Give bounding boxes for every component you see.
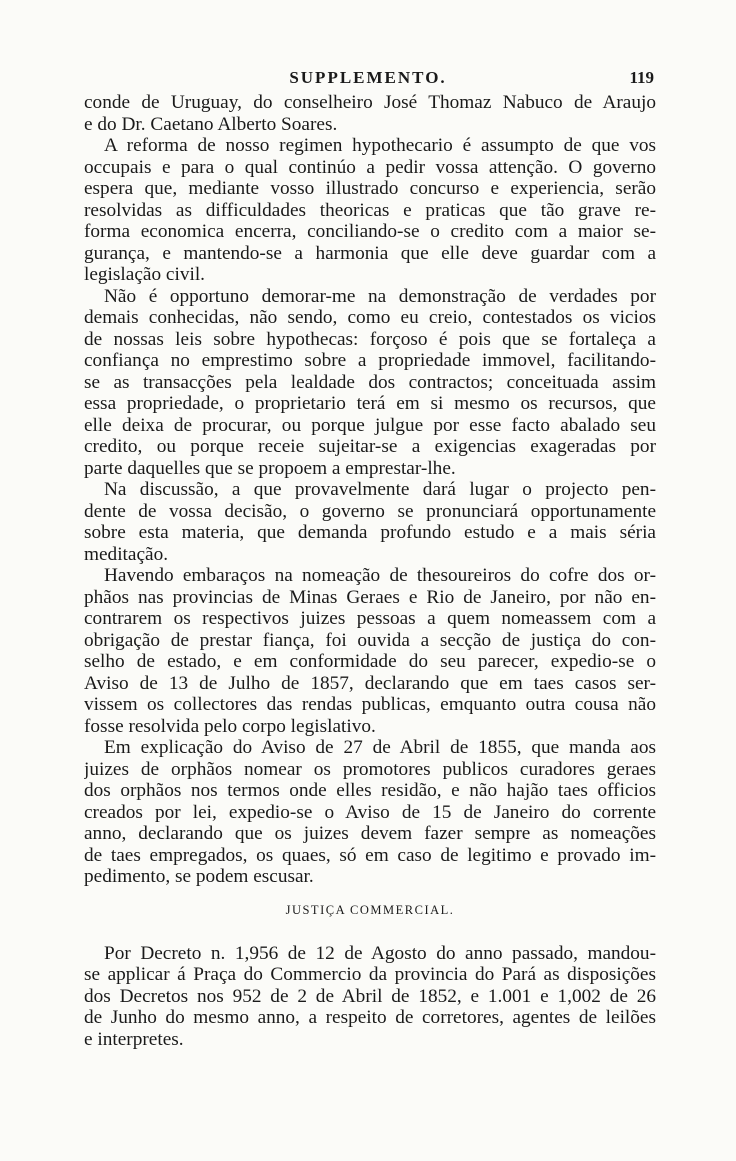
paragraph-2: [84, 135, 656, 286]
text-line: se applicar á Praça do Commercio da provincia do Pará as disposições: [84, 964, 656, 985]
paragraph-6: [84, 737, 656, 888]
text-line: forma economica encerra, conciliando-se o credito com a maior se-: [84, 221, 656, 242]
text-line: Não é opportuno demorar-me na demonstração de verdades por: [104, 285, 656, 307]
text-line: Na discussão, a que provavelmente dará lugar o projecto pen-: [104, 479, 656, 500]
paragraph-4: [84, 479, 656, 565]
text-line: de taes empregados, os quaes, só em caso de legitimo e provado im-: [84, 844, 656, 866]
text-line: gurança, e mantendo-se a harmonia que elle deve guardar com a: [84, 242, 656, 264]
text-line: dente de vossa decisão, o governo se pronunciará opportunamente: [84, 500, 656, 522]
text-line: de nossas leis sobre hypothecas: forçoso é pois que se fortaleça a: [84, 328, 656, 350]
text-line: e do Dr. Caetano Alberto Soares.: [84, 113, 338, 135]
page-number: 119: [629, 68, 654, 87]
text-line: Aviso de 13 de Julho de 1857, declarando que em taes casos ser-: [84, 672, 656, 694]
text-line: juizes de orphãos nomear os promotores publicos curadores geraes: [84, 758, 656, 780]
paragraph-7: [84, 943, 656, 1051]
text-line: essa propriedade, o proprietario terá em si mesmo os recursos, que: [84, 393, 656, 414]
text-line: se as transacções pela lealdade dos contractos; conceituada assim: [84, 371, 656, 393]
text-line: Havendo embaraços na nomeação de thesoureiros do cofre dos or-: [104, 565, 656, 586]
text-line: dos Decretos nos 952 de 2 de Abril de 1852, e 1.001 e 1,002 de 26: [84, 985, 656, 1007]
text-line: conde de Uruguay, do conselheiro José Thomaz Nabuco de Araujo: [84, 92, 656, 113]
text-line: de Junho do mesmo anno, a respeito de corretores, agentes de leilões: [84, 1007, 656, 1028]
text-line: pedimento, se podem escusar.: [84, 866, 314, 887]
text-line: fosse resolvida pelo corpo legislativo.: [84, 715, 376, 737]
text-line: Por Decreto n. 1,956 de 12 de Agosto do anno passado, mandou-: [104, 942, 656, 964]
text-line: demais conhecidas, não sendo, como eu creio, contestados os vicios: [84, 307, 656, 328]
text-line: creados por lei, expedio-se o Aviso de 15 de Janeiro do corrente: [84, 801, 656, 823]
section-heading: JUSTIÇA COMMERCIAL.: [285, 902, 455, 917]
paragraph-3: [84, 286, 656, 480]
text-line: resolvidas as difficuldades theoricas e praticas que tão grave re-: [84, 199, 656, 221]
text-line: Em explicação do Aviso de 27 de Abril de 1855, que manda aos: [104, 737, 656, 758]
text-line: sobre esta materia, que demanda profundo estudo e a mais séria: [84, 522, 656, 543]
text-line: espera que, mediante vosso illustrado concurso e experiencia, serão: [84, 178, 656, 199]
text-line: dos orphãos nos termos onde elles residão, e não hajão taes officios: [84, 780, 656, 801]
text-line: confiança no emprestimo sobre a propriedade immovel, facilitando-: [84, 350, 656, 371]
text-line: vissem os collectores das rendas publicas, emquanto outra cousa não: [84, 694, 656, 715]
text-line: occupais e para o qual continúo a pedir vossa attenção. O governo: [84, 156, 656, 178]
text-line: elle deixa de procurar, ou porque julgue por esse facto abalado seu: [84, 414, 656, 436]
text-line: e interpretes.: [84, 1028, 184, 1050]
text-line: anno, declarando que os juizes devem fazer sempre as nomeações: [84, 823, 656, 844]
running-title: SUPPLEMENTO.: [289, 68, 447, 87]
paragraph-5: [84, 565, 656, 737]
body-text: [84, 92, 656, 1050]
text-line: legislação civil.: [84, 264, 205, 285]
text-line: selho de estado, e em conformidade do seu parecer, expedio-se o: [84, 651, 656, 672]
text-line: obrigação de prestar fiança, foi ouvida a secção de justiça do con-: [84, 629, 656, 651]
text-line: contrarem os respectivos juizes pessoas a quem nomeassem com a: [84, 608, 656, 629]
text-line: parte daquelles que se propoem a emprestar-lhe.: [84, 457, 456, 479]
paragraph-1: [84, 92, 656, 135]
running-header: [0, 68, 736, 90]
text-line: credito, ou porque receie sujeitar-se a exigencias exageradas por: [84, 436, 656, 457]
text-line: phãos nas provincias de Minas Geraes e Rio de Janeiro, por não en-: [84, 586, 656, 608]
text-line: A reforma de nosso regimen hypothecario é assumpto de que vos: [104, 135, 656, 156]
text-line: meditação.: [84, 543, 169, 565]
